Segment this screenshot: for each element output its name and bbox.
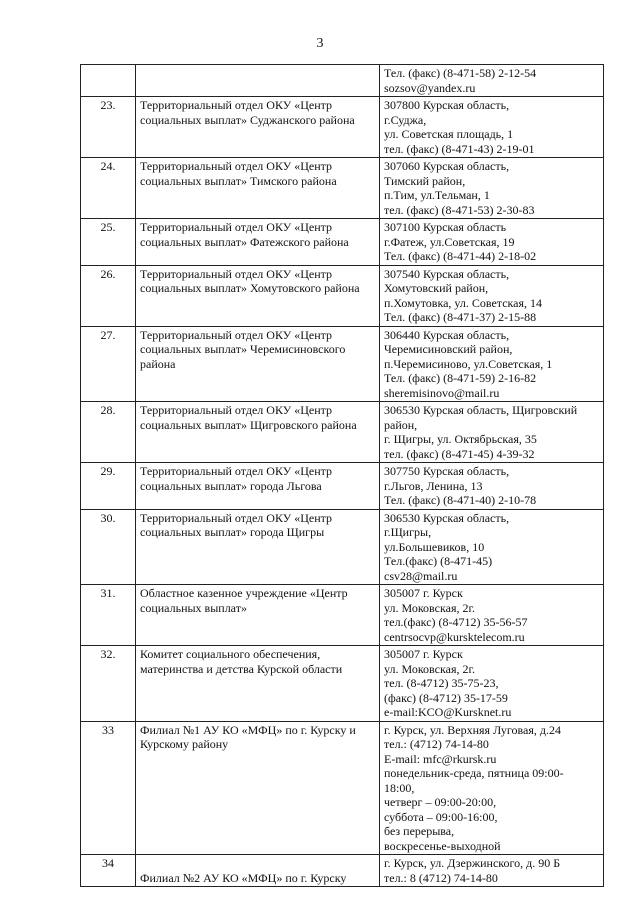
contact-line: г.Льгов, Ленина, 13 — [384, 478, 483, 493]
contact-line: 307750 Курская область, — [384, 464, 510, 478]
contact-line: Тел. (факс) (8-471-59) 2-16-82 — [384, 371, 537, 385]
contact-line: sheremisinovo@mail.ru — [384, 385, 500, 400]
contact-line: п.Черемисиново, ул.Советская, 1 — [384, 356, 553, 371]
contact-line: г. Курск, ул. Верхняя Луговая, д.24 — [384, 722, 561, 737]
contact-info — [380, 65, 604, 97]
contact-line: 307800 Курская область, — [384, 98, 510, 112]
organization-name — [136, 646, 380, 722]
table-row — [81, 326, 604, 402]
table-row — [81, 855, 604, 887]
contact-info — [380, 97, 604, 158]
contact-line: 306440 Курская область, — [384, 327, 510, 342]
contact-line: E-mail: mfc@rkursk.ru — [384, 751, 497, 766]
contact-line: г.Суджа, — [384, 112, 427, 127]
row-number: 33 — [81, 721, 136, 855]
organization-name — [136, 97, 380, 158]
contact-info — [380, 158, 604, 219]
row-number: 29. — [81, 463, 136, 510]
organization-name — [136, 219, 380, 266]
table-row — [81, 646, 604, 722]
contact-info — [380, 721, 604, 855]
organization-name — [136, 463, 380, 510]
organization-name — [136, 158, 380, 219]
contact-line: Тимский район, — [384, 173, 466, 188]
contact-line: 305007 г. Курск — [384, 586, 463, 600]
table-row — [81, 158, 604, 219]
contact-line: 306530 Курская область, Щигровский — [384, 403, 578, 417]
row-number: 32. — [81, 646, 136, 722]
organization-name-text: Территориальный отдел ОКУ «Центр социальных выплат» Суджанского района — [140, 98, 355, 127]
registry-table-body — [81, 65, 604, 887]
contact-info — [380, 509, 604, 585]
table-row — [81, 721, 604, 855]
organization-name — [136, 509, 380, 585]
organization-name-text: Территориальный отдел ОКУ «Центр социальных выплат» Тимского района — [140, 159, 337, 188]
contact-line: суббота – 09:00-16:00, — [384, 809, 498, 824]
row-number: 34 — [81, 855, 136, 887]
contact-line: тел. (факс) (8-471-53) 2-30-83 — [384, 202, 535, 217]
organization-name — [136, 65, 380, 97]
organization-name-text: Территориальный отдел ОКУ «Центр социальных выплат» города Льгова — [140, 464, 333, 493]
row-number: 27. — [81, 326, 136, 402]
contact-line: г.Щигры, — [384, 525, 432, 539]
table-row — [81, 402, 604, 463]
contact-info — [380, 646, 604, 722]
contact-info — [380, 265, 604, 326]
organization-name-text: Территориальный отдел ОКУ «Центр социальных выплат» города Щигры — [140, 510, 333, 539]
contact-line: Тел. (факс) (8-471-37) 2-15-88 — [384, 310, 537, 324]
row-number: 24. — [81, 158, 136, 219]
contact-line: 307540 Курская область, — [384, 266, 510, 281]
contact-line: тел. (факс) (8-471-43) 2-19-01 — [384, 141, 535, 156]
registry-table — [80, 64, 604, 887]
organization-name-text: Территориальный отдел ОКУ «Центр социальных выплат» Черемисиновского района — [140, 327, 346, 371]
contact-line: понедельник-среда, пятница 09:00- — [384, 766, 564, 780]
organization-name — [136, 326, 380, 402]
contact-line: sozsov@yandex.ru — [384, 80, 476, 95]
contact-line: г. Курск, ул. Дзержинского, д. 90 Б — [384, 856, 561, 870]
contact-line: ул. Моковская, 2г. — [384, 600, 476, 615]
contact-line: тел. (8-4712) 35-75-23, — [384, 676, 499, 690]
row-number: 23. — [81, 97, 136, 158]
contact-line: Тел. (факс) (8-471-40) 2-10-78 — [384, 493, 537, 507]
contact-line: без перерыва, — [384, 824, 455, 838]
contact-line: район, — [384, 417, 418, 432]
contact-line: 18:00, — [384, 780, 415, 795]
contact-line: воскресенье-выходной — [384, 838, 501, 853]
contact-line: 307100 Курская область — [384, 220, 507, 234]
contact-line: ул. Советская площадь, 1 — [384, 127, 514, 141]
row-number: 30. — [81, 509, 136, 585]
contact-line: Хомутовский район, — [384, 281, 489, 295]
table-row — [81, 585, 604, 646]
table-row — [81, 65, 604, 97]
row-number: 31. — [81, 585, 136, 646]
contact-info — [380, 326, 604, 402]
table-row — [81, 265, 604, 326]
row-number: 28. — [81, 402, 136, 463]
contact-line: Черемисиновский район, — [384, 342, 513, 356]
contact-info — [380, 219, 604, 266]
contact-line: г.Фатеж, ул.Советская, 19 — [384, 234, 515, 249]
organization-name-text: Территориальный отдел ОКУ «Центр социальных выплат» Фатежского района — [140, 220, 349, 249]
row-number: 25. — [81, 219, 136, 266]
organization-name-text: Территориальный отдел ОКУ «Центр социальных выплат» Щигровского района — [140, 403, 357, 432]
organization-name — [136, 265, 380, 326]
contact-line: тел.: 8 (4712) 74-14-80 — [384, 870, 498, 885]
table-row — [81, 509, 604, 585]
organization-name — [136, 721, 380, 855]
contact-line: г. Щигры, ул. Октябрьская, 35 — [384, 432, 537, 446]
row-number — [81, 65, 136, 97]
organization-name-text: Областное казенное учреждение «Центр социальных выплат» — [140, 586, 348, 615]
contact-line: centrsocvp@kursktelecom.ru — [384, 629, 525, 644]
contact-info — [380, 463, 604, 510]
contact-line: 305007 г. Курск — [384, 647, 463, 661]
contact-line: 306530 Курская область, — [384, 510, 510, 525]
table-row — [81, 219, 604, 266]
contact-line: Тел.(факс) (8-471-45) — [384, 554, 493, 568]
contact-line: ул.Большевиков, 10 — [384, 539, 485, 554]
contact-info — [380, 585, 604, 646]
contact-line: тел.(факс) (8-4712) 35-56-57 — [384, 615, 528, 629]
contact-info — [380, 402, 604, 463]
contact-line: тел. (факс) (8-471-45) 4-39-32 — [384, 446, 535, 461]
contact-line: п.Тим, ул.Тельман, 1 — [384, 188, 490, 202]
organization-name — [136, 855, 380, 887]
organization-name — [136, 585, 380, 646]
organization-name-text: Территориальный отдел ОКУ «Центр социальных выплат» Хомутовского района — [140, 266, 360, 295]
contact-line: 307060 Курская область, — [384, 159, 510, 173]
contact-line: Тел. (факс) (8-471-44) 2-18-02 — [384, 249, 537, 263]
table-row — [81, 463, 604, 510]
page-number: 3 — [316, 36, 324, 51]
row-number: 26. — [81, 265, 136, 326]
contact-line: четверг – 09:00-20:00, — [384, 795, 497, 809]
organization-name-text: Филиал №1 АУ КО «МФЦ» по г. Курску и Курскому району — [140, 722, 356, 751]
table-row — [81, 97, 604, 158]
organization-name-text: Комитет социального обеспечения, материнства и детства Курской области — [140, 647, 343, 676]
contact-line: csv28@mail.ru — [384, 568, 458, 583]
contact-line: тел.: (4712) 74-14-80 — [384, 737, 489, 751]
contact-line: п.Хомутовка, ул. Советская, 14 — [384, 295, 543, 310]
organization-name-text: Филиал №2 АУ КО «МФЦ» по г. Курску — [140, 870, 347, 885]
organization-name — [136, 402, 380, 463]
contact-line: ул. Моковская, 2г. — [384, 661, 476, 676]
contact-line: e-mail:KCO@Kursknet.ru — [384, 705, 512, 719]
contact-line: Тел. (факс) (8-471-58) 2-12-54 — [384, 66, 537, 80]
contact-info — [380, 855, 604, 887]
contact-line: (факс) (8-4712) 35-17-59 — [384, 690, 508, 705]
